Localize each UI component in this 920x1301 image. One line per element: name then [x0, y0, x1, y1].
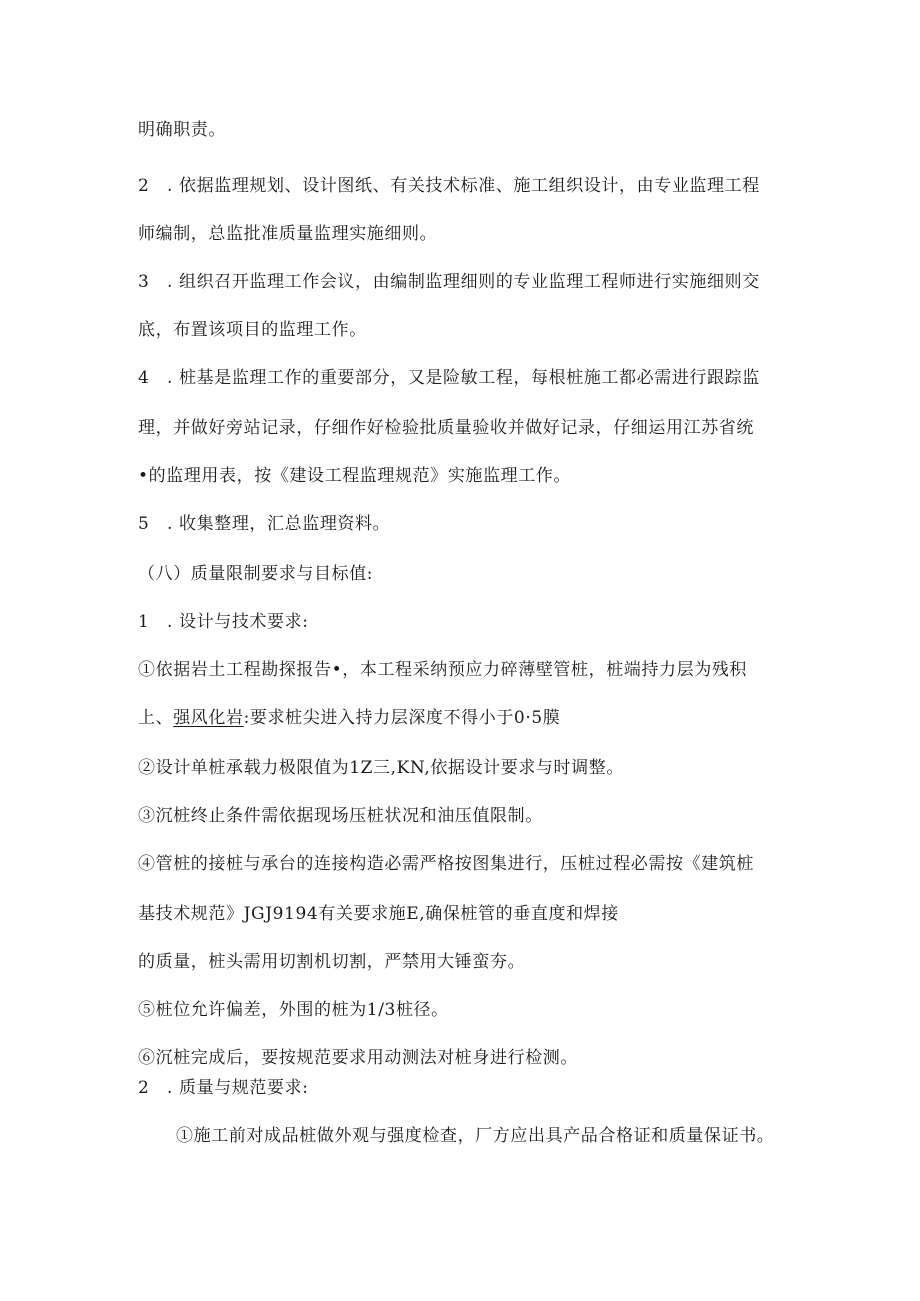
text-line-17: 基技术规范》JGJ9194有关要求施E,确保桩管的垂直度和焊接	[138, 904, 619, 924]
text-line-12: ①依据岩土工程勘探报告•，本工程采纳预应力碎薄壁管桩，桩端持力层为残积	[138, 660, 748, 680]
text-line-7: 理，并做好旁站记录，仔细作好检验批质量验收并做好记录，仔细运用江苏省统	[138, 418, 754, 438]
text-line-11: 1 . 设计与技术要求:	[138, 612, 309, 632]
text-line-22: ①施工前对成品桩做外观与强度检查，厂方应出具产品合格证和质量保证书。	[176, 1126, 775, 1146]
line-suffix: :要求桩尖进入持力层深度不得小于0·5膜	[243, 708, 561, 728]
text-line-18: 的质量，桩头需用切割机切割，严禁用大锤蛮夯。	[138, 952, 526, 972]
text-line-4: 3 . 组织召开监理工作会议，由编制监理细则的专业监理工程师进行实施细则交	[138, 272, 760, 292]
text-line-19: ⑤桩位允许偏差，外围的桩为1/3桩径。	[138, 1000, 449, 1020]
text-line-8: •的监理用表，按《建设工程监理规范》实施监理工作。	[138, 466, 572, 486]
text-line-14: ②设计单桩承载力极限值为1Z三,KN,依据设计要求与时调整。	[138, 758, 624, 778]
text-line-3: 师编制，总监批准质量监理实施细则。	[138, 224, 438, 244]
line-prefix: 上、	[138, 708, 174, 728]
text-line-5: 底，布置该项目的监理工作。	[138, 320, 367, 340]
text-line-6: 4 . 桩基是监理工作的重要部分，又是险敏工程，每根桩施工都必需进行跟踪监	[138, 368, 760, 388]
text-line-16: ④管桩的接桩与承台的连接构造必需严格按图集进行，压桩过程必需按《建筑桩	[138, 854, 754, 874]
text-line-2: 2 . 依据监理规划、设计图纸、有关技术标准、施工组织设计，由专业监理工程	[138, 176, 760, 196]
text-line-1: 明确职责。	[138, 120, 226, 140]
text-line-20: ⑥沉桩完成后，要按规范要求用动测法对桩身进行检测。	[138, 1048, 578, 1068]
text-line-9: 5 . 收集整理，汇总监理资料。	[138, 514, 391, 534]
text-line-13	[138, 706, 560, 730]
underlined-term: 强风化岩	[173, 708, 244, 728]
text-line-15: ③沉桩终止条件需依据现场压桩状况和油压值限制。	[138, 806, 543, 826]
section-heading: （八）质量限制要求与目标值:	[138, 564, 374, 584]
text-line-21: 2 . 质量与规范要求:	[138, 1078, 309, 1098]
